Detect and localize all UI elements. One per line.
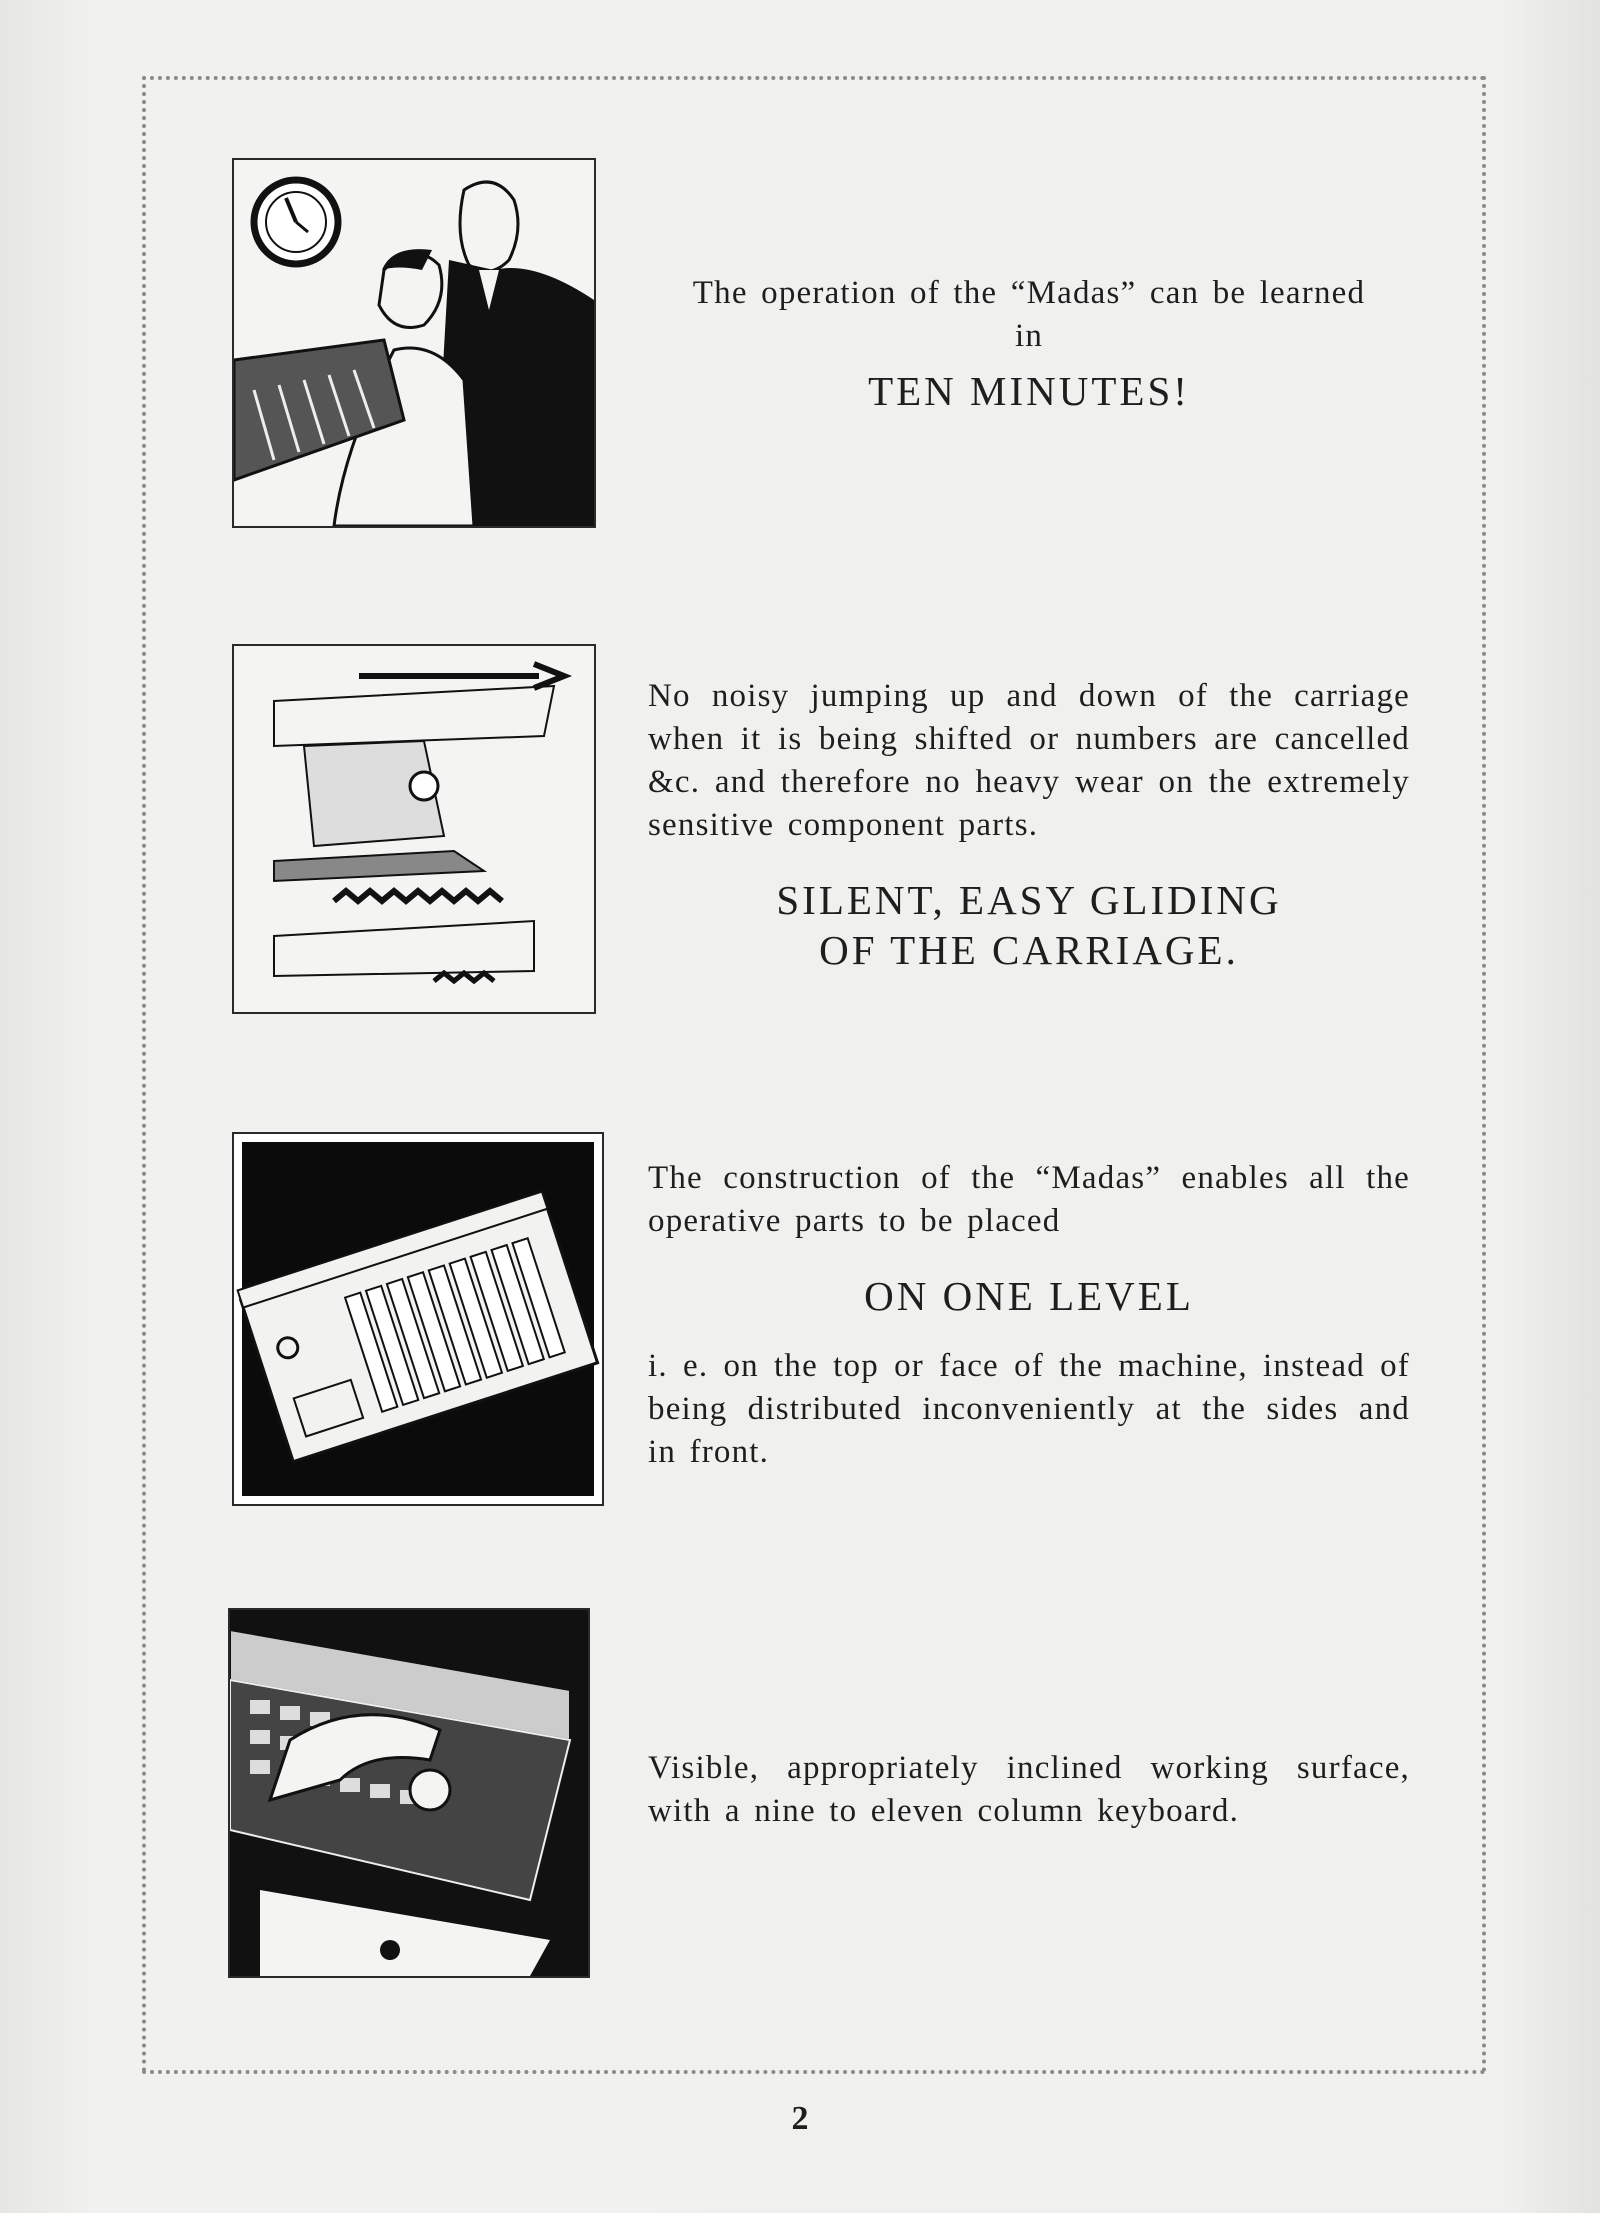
illustration-one-level-machine bbox=[232, 1132, 604, 1506]
section-1-headline: TEN MINUTES! bbox=[868, 368, 1190, 414]
page-number: 2 bbox=[791, 2100, 809, 2137]
one-level-machine-drawing bbox=[234, 1134, 602, 1504]
section-2-headline-line1: SILENT, EASY GLIDING bbox=[776, 877, 1282, 923]
section-4-body: Visible, appropriately inclined working surface, with a nine to eleven column keyboard. bbox=[648, 1750, 1410, 1829]
section-3-headline: ON ONE LEVEL bbox=[864, 1273, 1194, 1319]
illustration-operator-clock bbox=[232, 158, 596, 528]
section-1-text bbox=[648, 272, 1410, 416]
illustration-gliding-carriage bbox=[232, 644, 596, 1014]
illustration-hand-keyboard bbox=[228, 1608, 590, 1978]
gliding-carriage-drawing bbox=[234, 646, 594, 1012]
section-3-body: The construction of the “Madas” enables all the operative parts to be placed bbox=[648, 1160, 1410, 1239]
operator-clock-drawing bbox=[234, 160, 594, 526]
section-2-headline-line2: OF THE CARRIAGE. bbox=[819, 927, 1239, 973]
section-2-body: No noisy jumping up and down of the carriage when it is being shifted or numbers are cancelled &c. and therefore no heavy wear on the extremely sensitive component parts. bbox=[648, 678, 1410, 843]
section-3-text bbox=[648, 1157, 1410, 1474]
hand-keyboard-drawing bbox=[230, 1610, 588, 1976]
section-3-body-after: i. e. on the top or face of the machine, instead of being distributed inconveniently at the sides and in front. bbox=[648, 1348, 1410, 1470]
section-2-text bbox=[648, 675, 1410, 975]
section-4-text bbox=[648, 1747, 1410, 1833]
section-1-body: The operation of the “Madas” can be learned bbox=[692, 275, 1366, 311]
section-1-connector: in bbox=[1014, 318, 1044, 354]
